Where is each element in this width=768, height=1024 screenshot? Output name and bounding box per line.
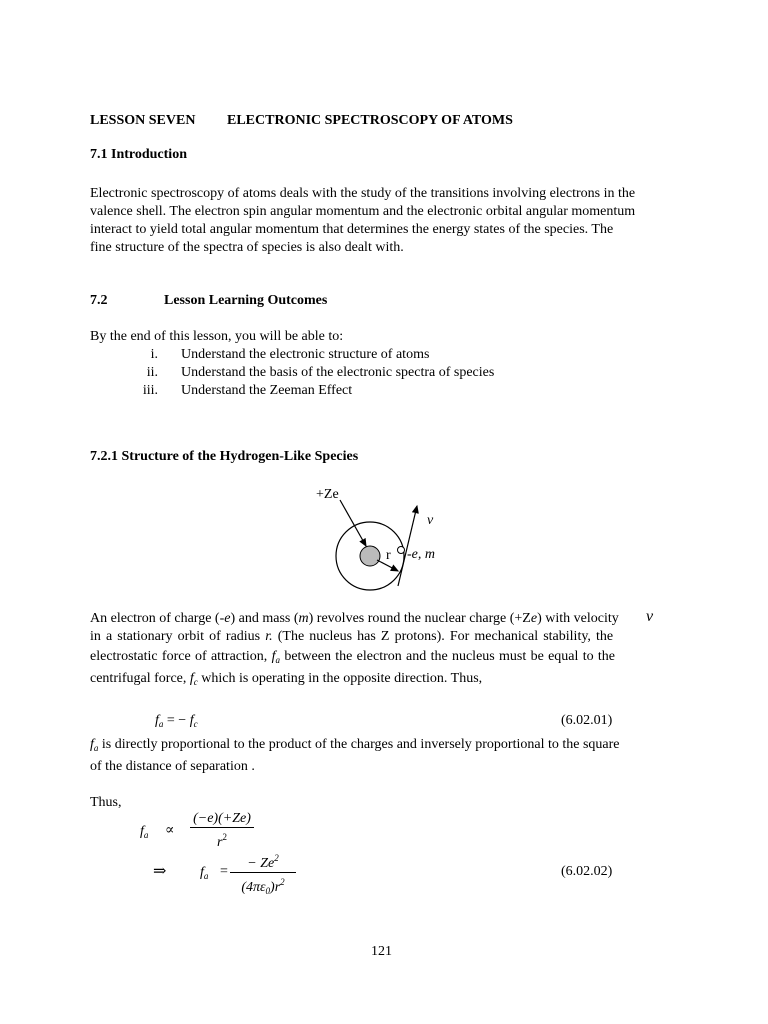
section-7-2-title: Lesson Learning Outcomes — [164, 293, 328, 308]
text-run: -e — [219, 611, 231, 626]
text-run: c — [193, 719, 198, 729]
fraction-numerator — [230, 850, 296, 873]
proportional-lhs — [140, 823, 148, 844]
text-run: a — [93, 743, 99, 753]
text-run: a — [275, 655, 281, 665]
text-run: c — [193, 677, 198, 687]
section-7-2-number: 7.2 — [90, 293, 108, 308]
outcome-number: ii. — [146, 365, 158, 380]
text-run: (4πε — [241, 880, 266, 895]
electron-label: -e, m — [407, 547, 435, 562]
lesson-label: LESSON SEVEN — [90, 113, 196, 128]
text-run: r. — [265, 629, 273, 644]
body-line-3 — [90, 648, 615, 669]
text-run: a — [158, 719, 164, 729]
text-run: m — [298, 611, 309, 626]
fraction-denominator — [190, 828, 254, 852]
body-line-2 — [90, 628, 613, 646]
text-run: f — [90, 737, 94, 752]
outcome-number: iii. — [142, 383, 158, 398]
text-run: e — [530, 611, 538, 626]
electron-circle — [398, 547, 405, 554]
text-run: r — [217, 835, 223, 850]
outcome-item: Understand the basis of the electronic spectra of species — [181, 365, 495, 380]
proportional-fraction — [190, 810, 254, 852]
intro-line-1: Electronic spectroscopy of atoms deals with the study of the transitions involving electrons in the — [90, 186, 636, 201]
fraction-numerator: (−e)(+Ze) — [190, 810, 254, 828]
section-7-1-title: 7.1 Introduction — [90, 147, 187, 162]
text-run: ) with velocity — [537, 611, 619, 626]
text-run: a — [143, 830, 149, 840]
outcome-item: Understand the electronic structure of atoms — [181, 347, 430, 362]
text-run: ) and mass ( — [230, 611, 299, 626]
text-run: is directly proportional to the product of the charges and inversely proportional to the square — [101, 737, 620, 752]
equation-number: (6.02.01) — [561, 713, 613, 728]
text-run: a — [203, 871, 209, 881]
nucleus-circle — [360, 546, 380, 566]
text-run: f — [271, 649, 276, 664]
text-run: )r — [270, 880, 281, 895]
text-run: f — [189, 713, 194, 728]
text-run: − Ze — [247, 856, 275, 871]
page-number: 121 — [371, 944, 392, 959]
thus-label: Thus, — [90, 795, 122, 810]
section-7-2-1-title: 7.2.1 Structure of the Hydrogen-Like Species — [90, 449, 359, 464]
text-run: in a stationary orbit of radius — [90, 629, 261, 644]
body-line-1 — [90, 610, 619, 628]
text-run: 2 — [280, 877, 285, 887]
implies-symbol: ⇒ — [153, 863, 167, 880]
outcome-item: Understand the Zeeman Effect — [181, 383, 353, 398]
outcome-number: i. — [150, 347, 158, 362]
text-run: = − — [163, 713, 190, 728]
coulomb-fraction — [230, 850, 296, 900]
text-run: which is operating in the opposite direction. Thus, — [201, 671, 483, 686]
equation-6-02-02-lhs — [200, 864, 208, 885]
equation-number: (6.02.02) — [561, 864, 613, 879]
nucleus-charge-label: +Ze — [316, 487, 339, 502]
text-run: f — [155, 713, 159, 728]
velocity-symbol: v — [646, 608, 654, 625]
text-run: electrostatic force of attraction, — [90, 649, 268, 664]
text-run: f — [200, 865, 204, 880]
proportional-line-2: of the distance of separation . — [90, 759, 255, 774]
outcomes-intro: By the end of this lesson, you will be able to: — [90, 329, 344, 344]
velocity-label: v — [427, 513, 434, 528]
text-run: 0 — [265, 886, 271, 896]
proportional-line-1 — [90, 736, 620, 757]
text-run: ) revolves round the nuclear charge (+Z — [308, 611, 531, 626]
text-run: 2 — [274, 853, 279, 863]
body-line-4 — [90, 670, 482, 691]
text-run: f — [189, 671, 194, 686]
text-run: between the electron and the nucleus must be equal to the — [284, 649, 615, 664]
intro-line-4: fine structure of the spectra of species is also dealt with. — [90, 240, 404, 255]
fraction-denominator — [230, 873, 296, 900]
lesson-title: ELECTRONIC SPECTROSCOPY OF ATOMS — [227, 113, 513, 128]
text-run: centrifugal force, — [90, 671, 187, 686]
text-run: (The nucleus has Z protons). For mechanical stability, the — [277, 629, 614, 644]
text-run: f — [140, 824, 144, 839]
radius-label: r — [386, 548, 391, 563]
text-run: An electron of charge ( — [90, 611, 220, 626]
equals-symbol: = — [220, 864, 228, 879]
proportional-symbol: ∝ — [165, 823, 175, 838]
intro-line-2: valence shell. The electron spin angular momentum and the electronic orbital angular momentum — [90, 204, 636, 219]
text-run: 2 — [222, 832, 227, 842]
intro-line-3: interact to yield total angular momentum that determines the energy states of the species. The — [90, 222, 614, 237]
equation-6-02-01 — [155, 712, 198, 733]
